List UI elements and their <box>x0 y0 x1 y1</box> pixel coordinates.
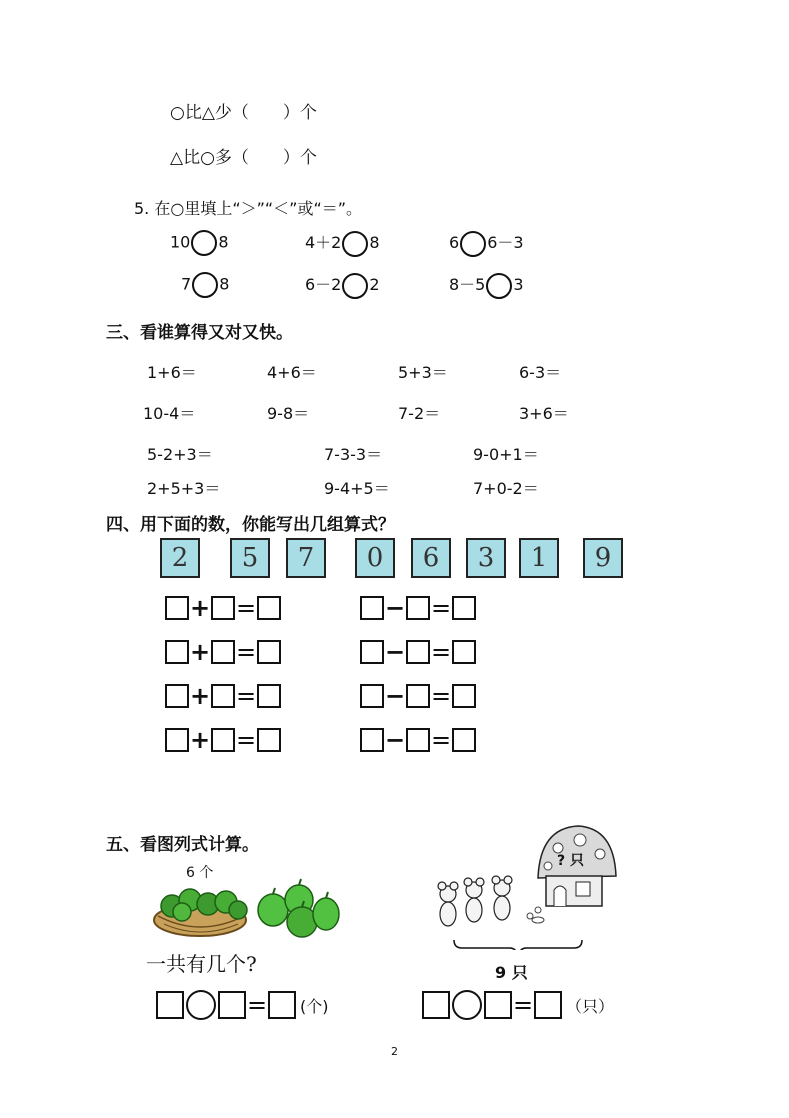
answer-box[interactable] <box>257 728 281 752</box>
answer-box[interactable] <box>211 640 235 664</box>
subtraction-row: − = <box>360 726 476 754</box>
compare-line-2: △比○多（ ）个 <box>170 148 317 168</box>
compare-item: 6 6－3 <box>449 230 524 257</box>
answer-box[interactable] <box>484 991 512 1019</box>
answer-box[interactable] <box>452 728 476 752</box>
answer-box[interactable] <box>452 596 476 620</box>
answer-box[interactable] <box>268 991 296 1019</box>
calc-item: 7+0-2＝ <box>473 479 539 498</box>
addition-row: + = <box>165 682 281 710</box>
answer-row-right: = （只） <box>422 990 614 1020</box>
section3-title: 三、看谁算得又对又快。 <box>106 323 293 343</box>
peppers-illustration <box>150 878 340 940</box>
calc-item: 9-4+5＝ <box>324 479 390 498</box>
answer-box[interactable] <box>534 991 562 1019</box>
number-card: 2 <box>160 538 200 578</box>
answer-box[interactable] <box>406 684 430 708</box>
number-card: 6 <box>411 538 451 578</box>
compare-item: 10 8 <box>170 230 229 256</box>
answer-box[interactable] <box>257 684 281 708</box>
calc-item: 5+3＝ <box>398 363 448 382</box>
answer-box[interactable] <box>211 596 235 620</box>
calc-item: 9-8＝ <box>267 404 310 423</box>
question-text: 一共有几个? <box>146 952 257 976</box>
answer-box[interactable] <box>165 728 189 752</box>
compare-item: 6－2 2 <box>305 272 380 299</box>
answer-box[interactable] <box>165 640 189 664</box>
calc-item: 7-3-3＝ <box>324 445 383 464</box>
subtraction-row: − = <box>360 638 476 666</box>
calc-item: 6-3＝ <box>519 363 562 382</box>
mushroom-label: ? 只 <box>557 853 584 869</box>
answer-box[interactable] <box>211 728 235 752</box>
answer-row-left: = (个) <box>156 990 329 1020</box>
compare-item: 8－5 3 <box>449 272 524 299</box>
answer-box[interactable] <box>452 640 476 664</box>
number-card: 7 <box>286 538 326 578</box>
section5-title: 五、看图列式计算。 <box>106 835 259 855</box>
unit-label: （只） <box>566 996 615 1016</box>
pepper-count-label: 6 个 <box>186 865 214 881</box>
answer-box[interactable] <box>165 684 189 708</box>
calc-item: 9-0+1＝ <box>473 445 539 464</box>
compare-item: 4＋2 8 <box>305 230 380 257</box>
answer-box[interactable] <box>452 684 476 708</box>
total-label: 9 只 <box>495 963 528 982</box>
addition-row: + = <box>165 726 281 754</box>
answer-circle[interactable] <box>486 273 512 299</box>
answer-box[interactable] <box>156 991 184 1019</box>
answer-box[interactable] <box>257 640 281 664</box>
answer-box[interactable] <box>406 596 430 620</box>
answer-box[interactable] <box>360 596 384 620</box>
page-number: 2 <box>391 1045 398 1058</box>
answer-box[interactable] <box>406 728 430 752</box>
answer-box[interactable] <box>406 640 430 664</box>
answer-circle[interactable] <box>342 273 368 299</box>
answer-box[interactable] <box>211 684 235 708</box>
calc-item: 1+6＝ <box>147 363 197 382</box>
number-card: 0 <box>355 538 395 578</box>
calc-item: 3+6＝ <box>519 404 569 423</box>
compare-line-1: ○比△少（ ）个 <box>170 103 317 123</box>
unit-label: (个) <box>300 996 329 1016</box>
number-card: 3 <box>466 538 506 578</box>
answer-box[interactable] <box>257 596 281 620</box>
subtraction-row: − = <box>360 682 476 710</box>
calc-item: 5-2+3＝ <box>147 445 213 464</box>
number-card: 9 <box>583 538 623 578</box>
answer-box[interactable] <box>360 728 384 752</box>
subtraction-row: − = <box>360 594 476 622</box>
section4-title: 四、用下面的数，你能写出几组算式？ <box>106 515 395 535</box>
calc-item: 4+6＝ <box>267 363 317 382</box>
number-card: 1 <box>519 538 559 578</box>
number-card: 5 <box>230 538 270 578</box>
answer-box[interactable] <box>360 684 384 708</box>
addition-row: + = <box>165 638 281 666</box>
answer-box[interactable] <box>218 991 246 1019</box>
answer-circle[interactable] <box>192 272 218 298</box>
mice-mushroom-illustration <box>428 818 618 950</box>
calc-item: 2+5+3＝ <box>147 479 221 498</box>
calc-item: 10-4＝ <box>143 404 196 423</box>
operator-circle[interactable] <box>452 990 482 1020</box>
addition-row: + = <box>165 594 281 622</box>
answer-circle[interactable] <box>342 231 368 257</box>
answer-circle[interactable] <box>191 230 217 256</box>
answer-circle[interactable] <box>460 231 486 257</box>
calc-item: 7-2＝ <box>398 404 441 423</box>
compare-item: 7 8 <box>181 272 229 298</box>
answer-box[interactable] <box>165 596 189 620</box>
answer-box[interactable] <box>360 640 384 664</box>
operator-circle[interactable] <box>186 990 216 1020</box>
answer-box[interactable] <box>422 991 450 1019</box>
q5-title: 5. 在○里填上“＞”“＜”或“＝”。 <box>134 199 363 218</box>
